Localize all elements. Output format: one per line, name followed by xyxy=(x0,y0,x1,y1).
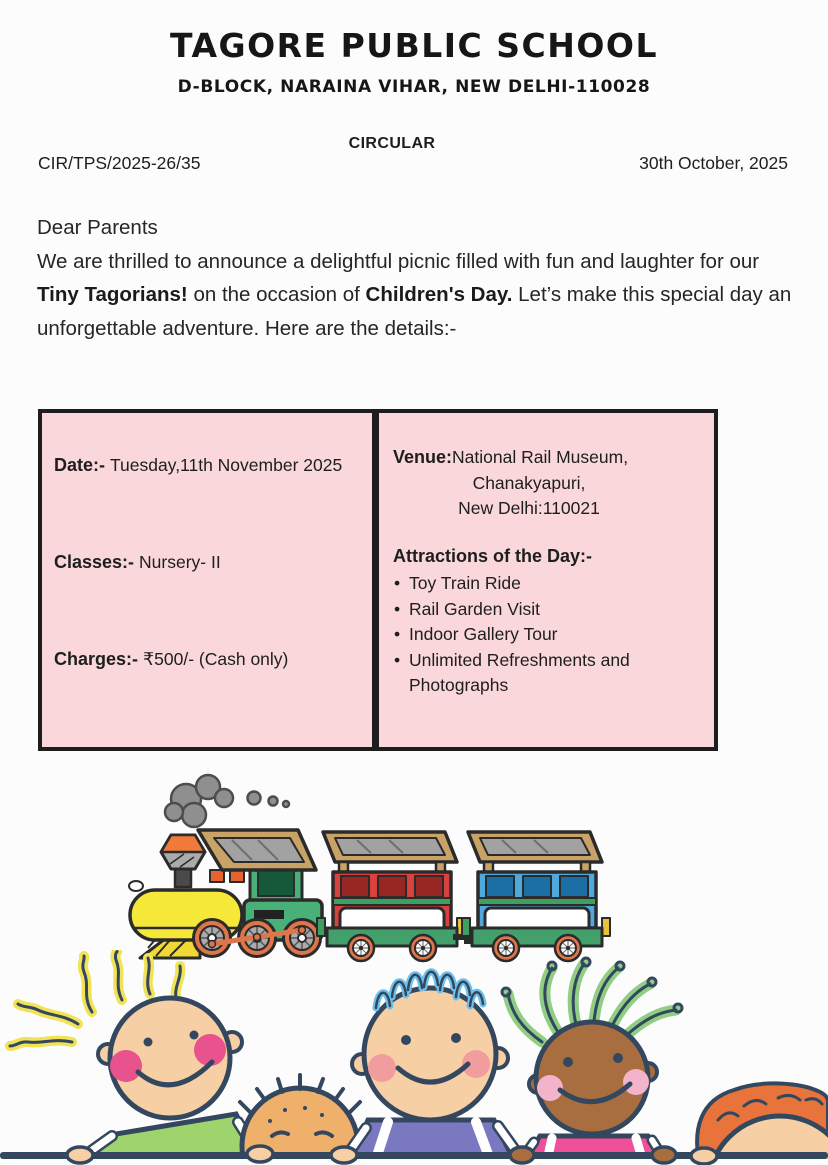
venue-line-2: Chanakyapuri, xyxy=(472,472,586,493)
attraction-item: • Toy Train Ride xyxy=(393,571,661,597)
venue-label: Venue: xyxy=(393,447,453,467)
child-yellow-hair xyxy=(10,951,262,1165)
document-type-heading: CIRCULAR xyxy=(348,135,436,152)
venue-row xyxy=(393,445,704,471)
blue-coach xyxy=(462,832,610,961)
attractions-list xyxy=(393,571,661,699)
reference-row xyxy=(38,153,788,174)
venue-line-1: National Rail Museum, xyxy=(452,447,629,467)
attraction-item: • Unlimited Refreshments and Photographs xyxy=(393,648,661,699)
red-coach xyxy=(317,832,465,961)
toy-train-illustration xyxy=(126,772,612,968)
issue-date: 30th October, 2025 xyxy=(639,153,788,173)
attraction-item: • Rail Garden Visit xyxy=(393,597,661,623)
date-label: Date:- xyxy=(54,455,106,475)
intro-segment-2: on the occasion of xyxy=(187,283,366,306)
school-address: D-BLOCK, NARAINA VIHAR, NEW DELHI-110028 xyxy=(177,77,651,97)
classes-label: Classes:- xyxy=(54,552,135,572)
smoke-puffs xyxy=(165,775,289,827)
detail-row-date xyxy=(54,455,372,476)
letter-body xyxy=(37,211,795,345)
details-table xyxy=(38,409,718,751)
child-blue-hair xyxy=(348,972,518,1165)
boiler-dome xyxy=(210,870,224,882)
child-green-hair xyxy=(502,958,682,1165)
date-value: Tuesday,11th November 2025 xyxy=(110,455,343,475)
intro-segment-3: Let’s make this special day an unforgettable adventure. Here are the details:- xyxy=(37,283,792,340)
detail-row-classes xyxy=(54,552,372,573)
highlight-childrens-day: Children's Day. xyxy=(365,283,513,306)
charges-label: Charges:- xyxy=(54,649,139,669)
charges-value: ₹500/- (Cash only) xyxy=(143,649,289,669)
steam-locomotive xyxy=(129,830,338,958)
intro-segment-1: We are thrilled to announce a delightful picnic filled with fun and laughter for our xyxy=(37,249,760,273)
cab-window xyxy=(258,870,294,896)
school-name: TAGORE PUBLIC SCHOOL xyxy=(170,26,658,65)
highlight-tiny-tagorians: Tiny Tagorians! xyxy=(37,283,188,306)
venue-line-3: New Delhi:110021 xyxy=(458,498,600,518)
salutation: Dear Parents xyxy=(37,216,158,239)
children-illustration xyxy=(0,950,828,1165)
intro-paragraph xyxy=(37,245,795,346)
details-left-cell xyxy=(42,413,379,747)
details-right-cell xyxy=(379,413,714,747)
attraction-item: • Indoor Gallery Tour xyxy=(393,622,661,648)
detail-row-charges xyxy=(54,649,372,670)
reference-number: CIR/TPS/2025-26/35 xyxy=(38,153,201,173)
boiler-dome xyxy=(230,870,244,882)
attractions-heading: Attractions of the Day:- xyxy=(393,545,593,566)
classes-value: Nursery- II xyxy=(139,552,221,572)
